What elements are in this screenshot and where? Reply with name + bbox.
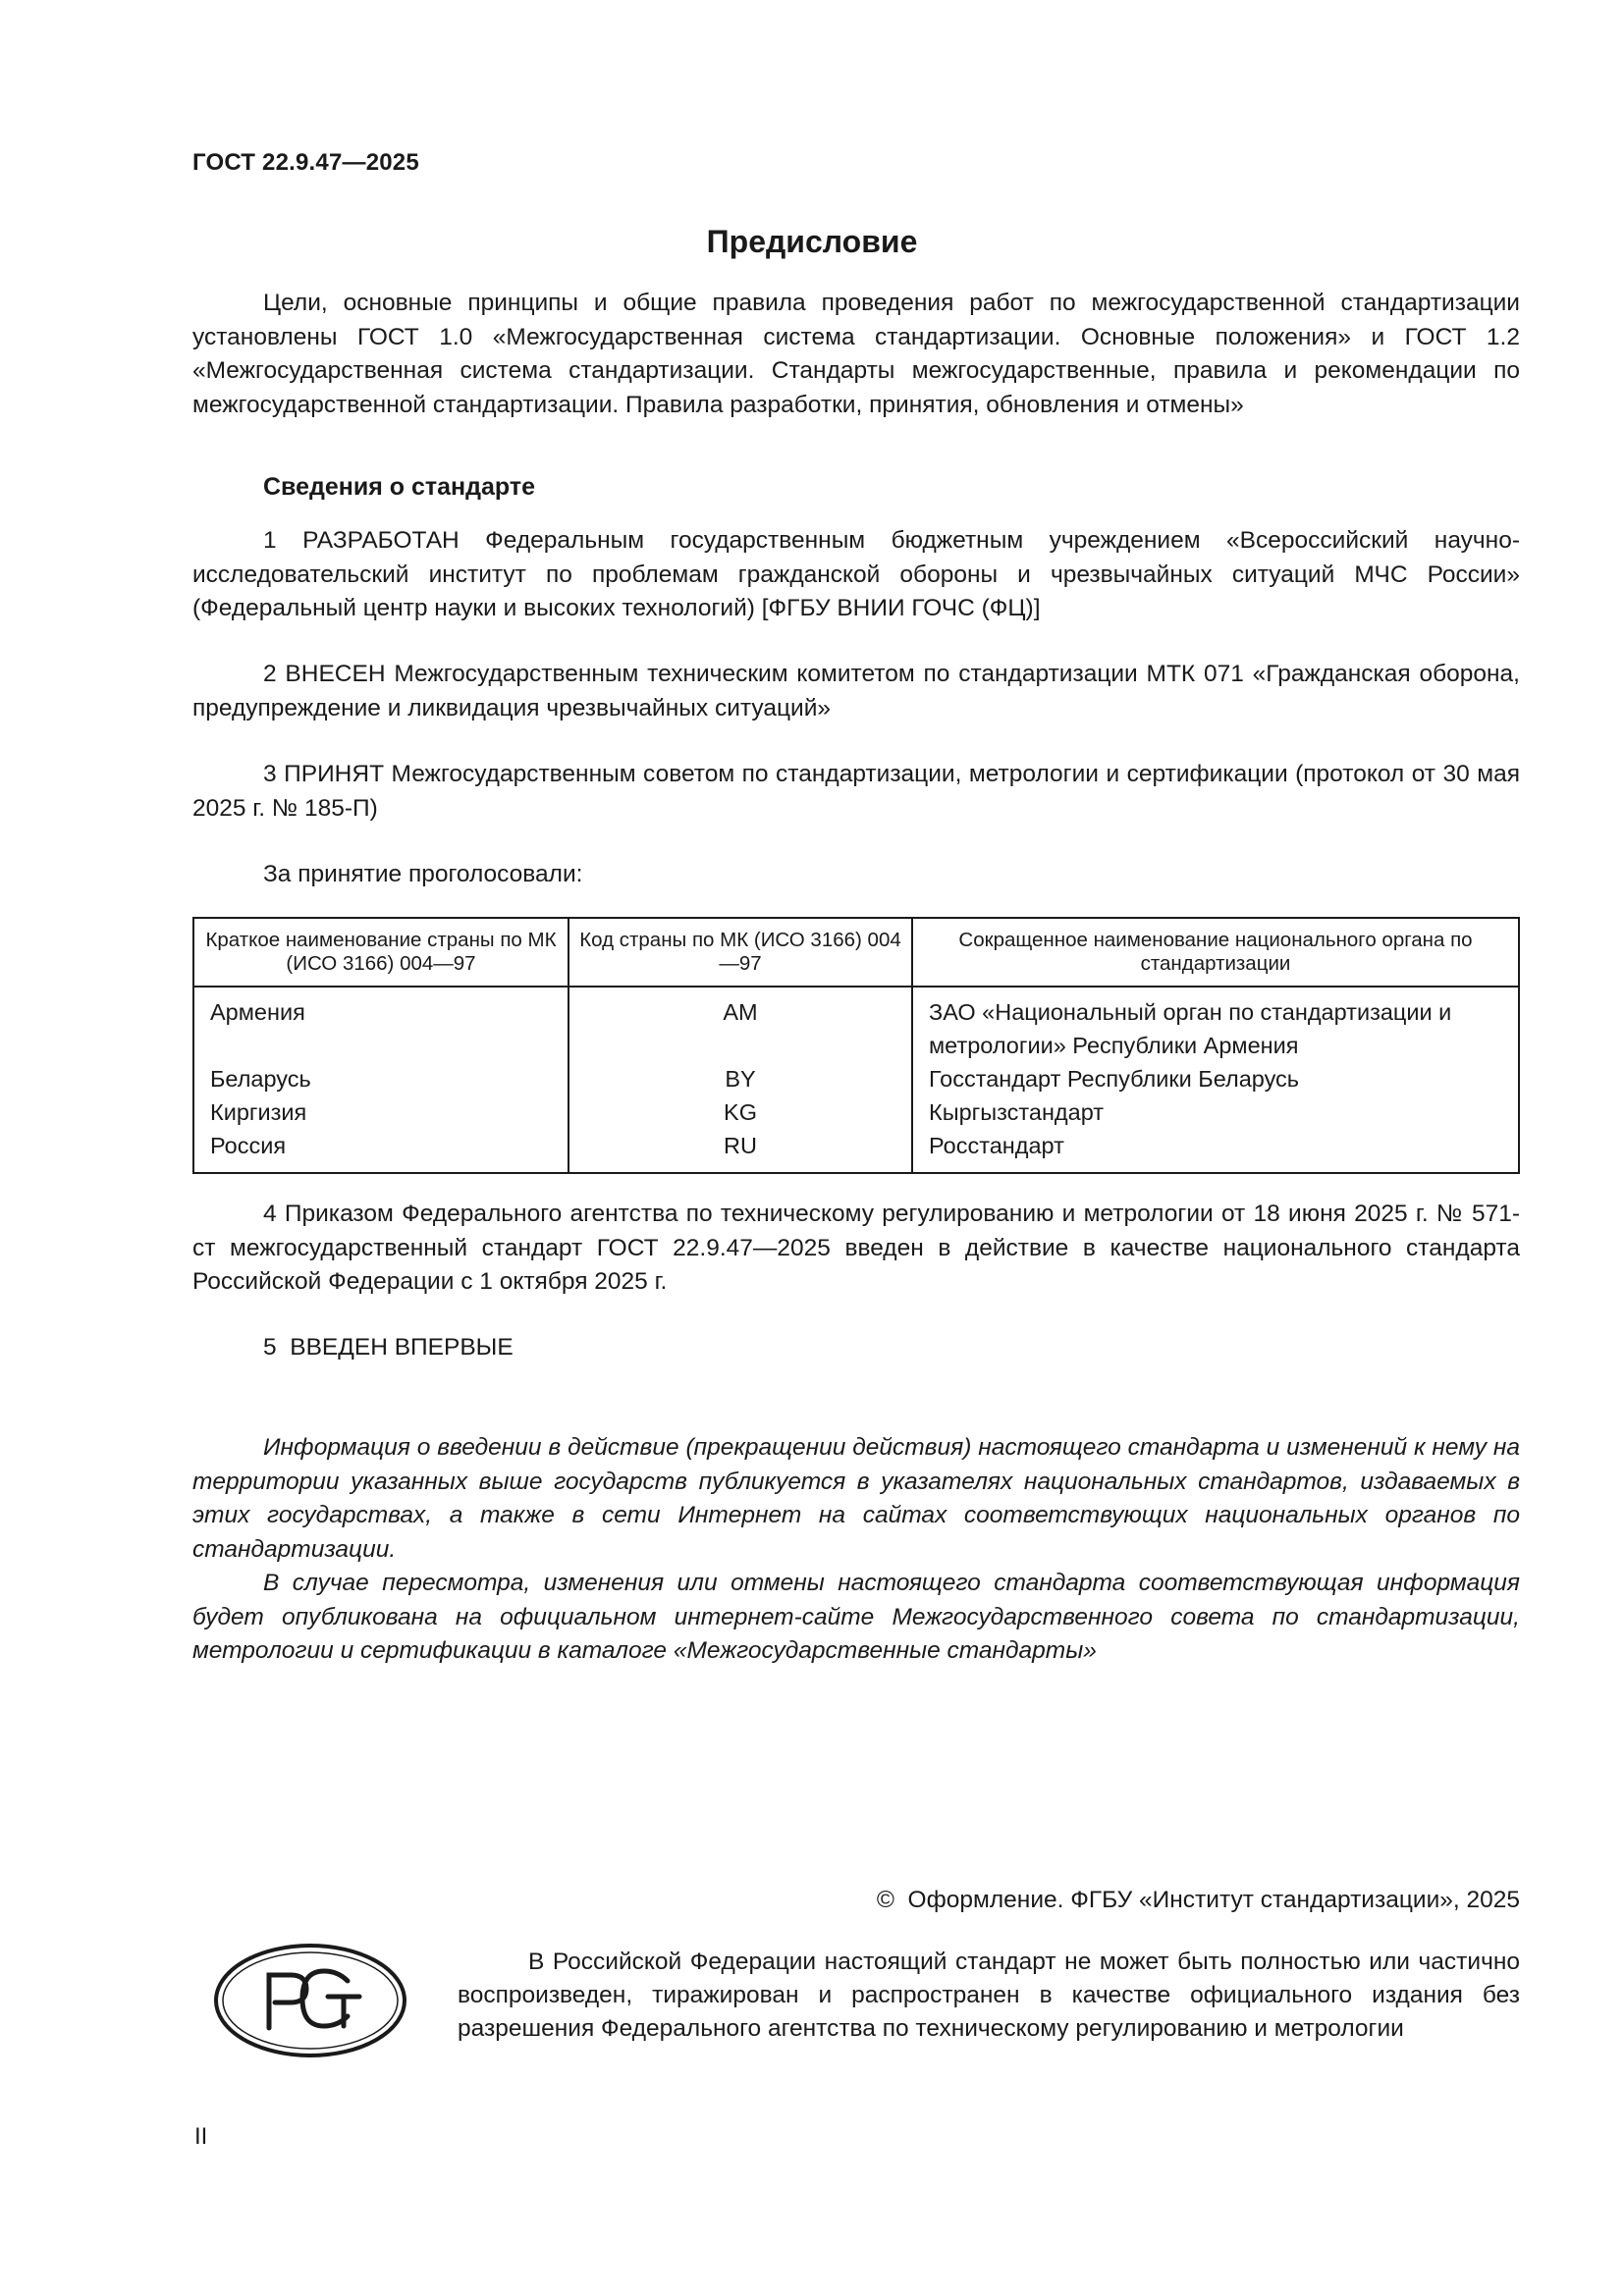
info-paragraph-2: В случае пересмотра, изменения или отмены настоящего стандарта соответствующая информация будет опубликована на официальном интернет-сайте Межгосударственного совета по стандартизации, метрологии и сертификации в каталоге «Межгосударственные стандарты»	[192, 1570, 1520, 1664]
country-code: AM	[568, 987, 912, 1062]
item-adopted: 3 ПРИНЯТ Межгосударственным советом по стандартизации, метрологии и сертификации (протокол от 30 мая 2025 г. № 185-П)	[192, 761, 1520, 822]
standards-body: ЗАО «Национальный орган по стандартизации и метрологии» Республики Армения	[929, 999, 1452, 1058]
page-number: II	[194, 2123, 208, 2150]
country-name: Киргизия	[193, 1095, 568, 1129]
document-code-header: ГОСТ 22.9.47—2025	[192, 149, 419, 176]
info-paragraph-1: Информация о введении в действие (прекращении действия) настоящего стандарта и изменений к нему на территории указанных выше государств публикуется в указателях национальных стандартов, издаваемых в этих государствах, а также в сети Интернет на сайтах соответствующих национальных органов по стандартизации.	[192, 1434, 1520, 1563]
item-order: 4 Приказом Федерального агентства по техническому регулированию и метрологии от 18 июня 2025 г. № 571-ст межгосударственный стандарт ГОСТ 22.9.47—2025 введен в действие в качестве национального стандарта Российской Федерации с 1 октября 2025 г.	[192, 1201, 1520, 1295]
header-country-name: Краткое наименование страны по МК (ИСО 3166) 004—97	[193, 918, 568, 987]
table-row	[193, 1062, 1519, 1095]
country-code: BY	[568, 1062, 912, 1095]
country-code: RU	[568, 1129, 912, 1173]
standards-body: Кыргызстандарт	[929, 1099, 1105, 1125]
standard-info-heading: Сведения о стандарте	[263, 473, 536, 501]
standards-body: Росстандарт	[929, 1133, 1064, 1158]
header-country-code: Код страны по МК (ИСО 3166) 004—97	[568, 918, 912, 987]
copyright-line: © Оформление. ФГБУ «Институт стандартизации», 2025	[876, 1887, 1520, 1913]
header-standards-body: Сокращенное наименование национального органа по стандартизации	[912, 918, 1519, 987]
standards-body: Госстандарт Республики Беларусь	[929, 1066, 1300, 1092]
item-introduced: 2 ВНЕСЕН Межгосударственным техническим комитетом по стандартизации МТК 071 «Гражданская оборона, предупреждение и ликвидация чрезвычайных ситуаций»	[192, 661, 1520, 721]
item-first-time: 5 ВВЕДЕН ВПЕРВЫЕ	[263, 1334, 514, 1361]
country-name: Беларусь	[193, 1062, 568, 1095]
rst-logo-icon	[212, 1942, 408, 2059]
country-name: Россия	[193, 1129, 568, 1173]
voted-label: За принятие проголосовали:	[263, 861, 583, 887]
item-developed: 1 РАЗРАБОТАН Федеральным государственным бюджетным учреждением «Всероссийский научно-исследовательский институт по проблемам гражданской обороны и чрезвычайных ситуаций МЧС России» (Федеральный центр науки и высоких технологий) [ФГБУ ВНИИ ГОЧС (ФЦ)]	[192, 527, 1520, 621]
voting-countries-table	[192, 917, 1520, 1174]
country-code: KG	[568, 1095, 912, 1129]
reproduction-notice: В Российской Федерации настоящий стандарт не может быть полностью или частично воспроизведен, тиражирован и распространен в качестве официального издания без разрешения Федерального агентства по техническому регулированию и метрологии	[458, 1949, 1520, 2042]
page-title: Предисловие	[706, 224, 918, 259]
table-row	[193, 1095, 1519, 1129]
table-row	[193, 987, 1519, 1062]
table-row	[193, 1129, 1519, 1173]
table-header-row	[193, 918, 1519, 987]
intro-paragraph: Цели, основные принципы и общие правила проведения работ по межгосударственной стандартизации установлены ГОСТ 1.0 «Межгосударственная система стандартизации. Основные положения» и ГОСТ 1.2 «Межгосударственная система стандартизации. Стандарты межгосударственные, правила и рекомендации по межгосударственной стандартизации. Правила разработки, принятия, обновления и отмены»	[192, 290, 1520, 418]
country-name: Армения	[193, 987, 568, 1062]
